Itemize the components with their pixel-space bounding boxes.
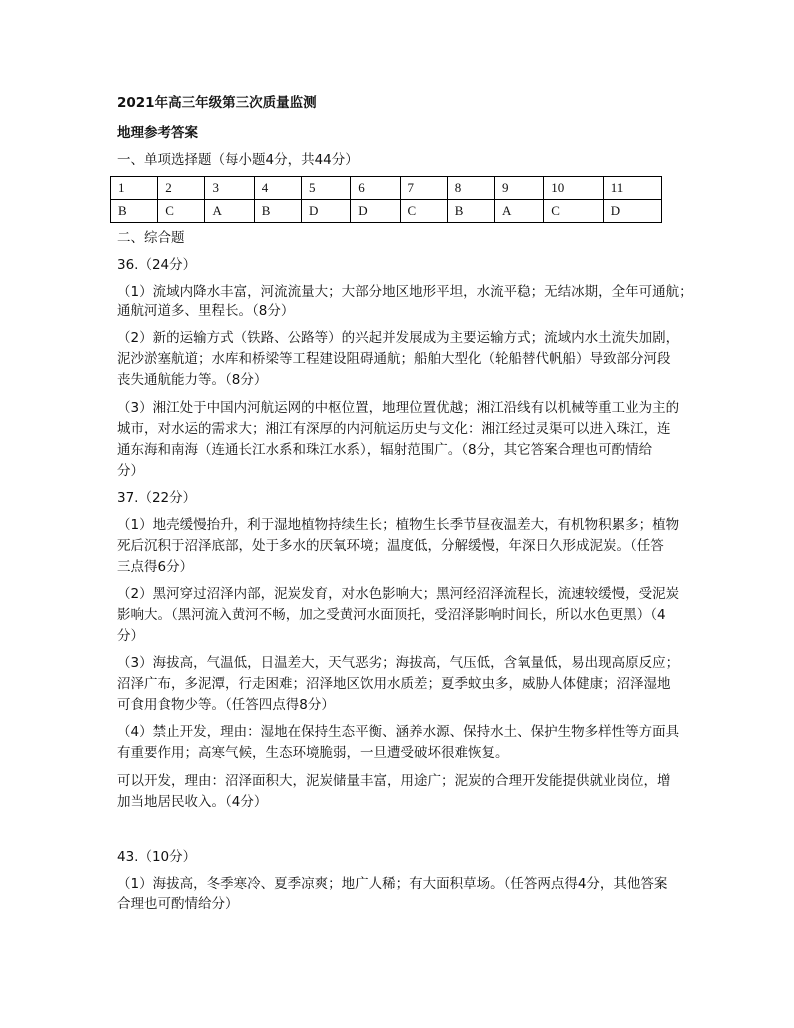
- q37-p2-line: 分）: [117, 628, 144, 644]
- q36-heading: 36.（24分）: [117, 257, 197, 273]
- q36-p3-line: 分）: [117, 463, 144, 479]
- answer-table-number-row: [111, 177, 662, 200]
- q36-p2-line: 泥沙淤塞航道；水库和桥梁等工程建设阻碍通航；船舶大型化（轮船替代帆船）导致部分河段: [117, 351, 671, 367]
- q43-heading: 43.（10分）: [117, 849, 197, 865]
- q36-p1-line: （1）流域内降水丰富，河流流量大；大部分地区地形平坦，水流平稳；无结冰期，全年可通航；: [117, 284, 693, 300]
- q37-p2-line: 影响大。（黑河流入黄河不畅，加之受黄河水面顶托，受沼泽影响时间长，所以水色更黑）（4: [117, 607, 666, 623]
- q36-p3-line: （3）湘江处于中国内河航运网的中枢位置，地理位置优越；湘江沿线有以机械等重工业为主的: [117, 400, 680, 416]
- question-number-cell: 3: [205, 177, 254, 200]
- q37-p5-line: 可以开发，理由：沼泽面积大，泥炭储量丰富，用途广；泥炭的合理开发能提供就业岗位，增: [117, 773, 671, 789]
- q37-p1-line: 三点得6分）: [117, 559, 194, 575]
- answer-cell: B: [254, 200, 301, 223]
- q37-p5-line: 加当地居民收入。（4分）: [117, 794, 268, 810]
- q36-p1-line: 通航河道多、里程长。（8分）: [117, 303, 295, 319]
- answer-cell: D: [351, 200, 400, 223]
- question-number-cell: 2: [158, 177, 205, 200]
- answer-cell: A: [494, 200, 543, 223]
- q37-p3-line: （3）海拔高，气温低，日温差大，天气恶劣；海拔高，气压低，含氧量低，易出现高原反应；: [117, 655, 680, 671]
- q37-p2-line: （2）黑河穿过沼泽内部，泥炭发育，对水色影响大；黑河经沼泽流程长，流速较缓慢，受泥炭: [117, 586, 680, 602]
- question-number-cell: 10: [544, 177, 604, 200]
- answer-table: [110, 176, 662, 223]
- question-number-cell: 5: [301, 177, 350, 200]
- document-subtitle: 地理参考答案: [117, 125, 198, 141]
- q37-p1-line: 死后沉积于沼泽底部，处于多水的厌氧环境；温度低，分解缓慢，年深日久形成泥炭。（任答: [117, 538, 664, 554]
- section-1-heading: 一、单项选择题（每小题4分，共44分）: [117, 152, 359, 168]
- q37-p4-line: 有重要作用；高寒气候，生态环境脆弱，一旦遭受破坏很难恢复。: [117, 745, 509, 761]
- q37-p3-line: 可食用食物少等。（任答四点得8分）: [117, 697, 335, 713]
- q43-p1-line: （1）海拔高，冬季寒冷、夏季凉爽；地广人稀；有大面积草场。（任答两点得4分，其他答案: [117, 876, 668, 892]
- document-title: 2021年高三年级第三次质量监测: [117, 95, 317, 111]
- question-number-cell: 9: [494, 177, 543, 200]
- q36-p3-line: 通东海和南海（连通长江水系和珠江水系），辐射范围广。（8分，其它答案合理也可酌情给: [117, 442, 653, 458]
- question-number-cell: 7: [400, 177, 447, 200]
- q37-p3-line: 沼泽广布，多泥潭，行走困难；沼泽地区饮用水质差；夏季蚊虫多，威胁人体健康；沼泽湿地: [117, 676, 671, 692]
- answer-cell: A: [205, 200, 254, 223]
- question-number-cell: 4: [254, 177, 301, 200]
- answer-cell: B: [111, 200, 158, 223]
- question-number-cell: 1: [111, 177, 158, 200]
- q37-heading: 37.（22分）: [117, 490, 197, 506]
- answer-cell: B: [447, 200, 494, 223]
- q37-p1-line: （1）地壳缓慢抬升，利于湿地植物持续生长；植物生长季节昼夜温差大，有机物积累多；植物: [117, 517, 680, 533]
- answer-cell: D: [301, 200, 350, 223]
- q36-p3-line: 城市，对水运的需求大；湘江有深厚的内河航运历史与文化：湘江经过灵渠可以进入珠江，连: [117, 421, 671, 437]
- answer-cell: C: [400, 200, 447, 223]
- q37-p4-line: （4）禁止开发，理由：湿地在保持生态平衡、涵养水源、保持水土、保护生物多样性等方面具: [117, 724, 680, 740]
- answer-cell: C: [158, 200, 205, 223]
- question-number-cell: 6: [351, 177, 400, 200]
- q36-p2-line: 丧失通航能力等。（8分）: [117, 372, 268, 388]
- answer-table-answer-row: [111, 200, 662, 223]
- question-number-cell: 11: [603, 177, 661, 200]
- q36-p2-line: （2）新的运输方式（铁路、公路等）的兴起并发展成为主要运输方式；流域内水土流失加剧，: [117, 330, 680, 346]
- answer-cell: D: [603, 200, 661, 223]
- answer-cell: C: [544, 200, 604, 223]
- question-number-cell: 8: [447, 177, 494, 200]
- q43-p1-line: 合理也可酌情给分）: [117, 896, 239, 912]
- section-2-heading: 二、综合题: [117, 230, 185, 246]
